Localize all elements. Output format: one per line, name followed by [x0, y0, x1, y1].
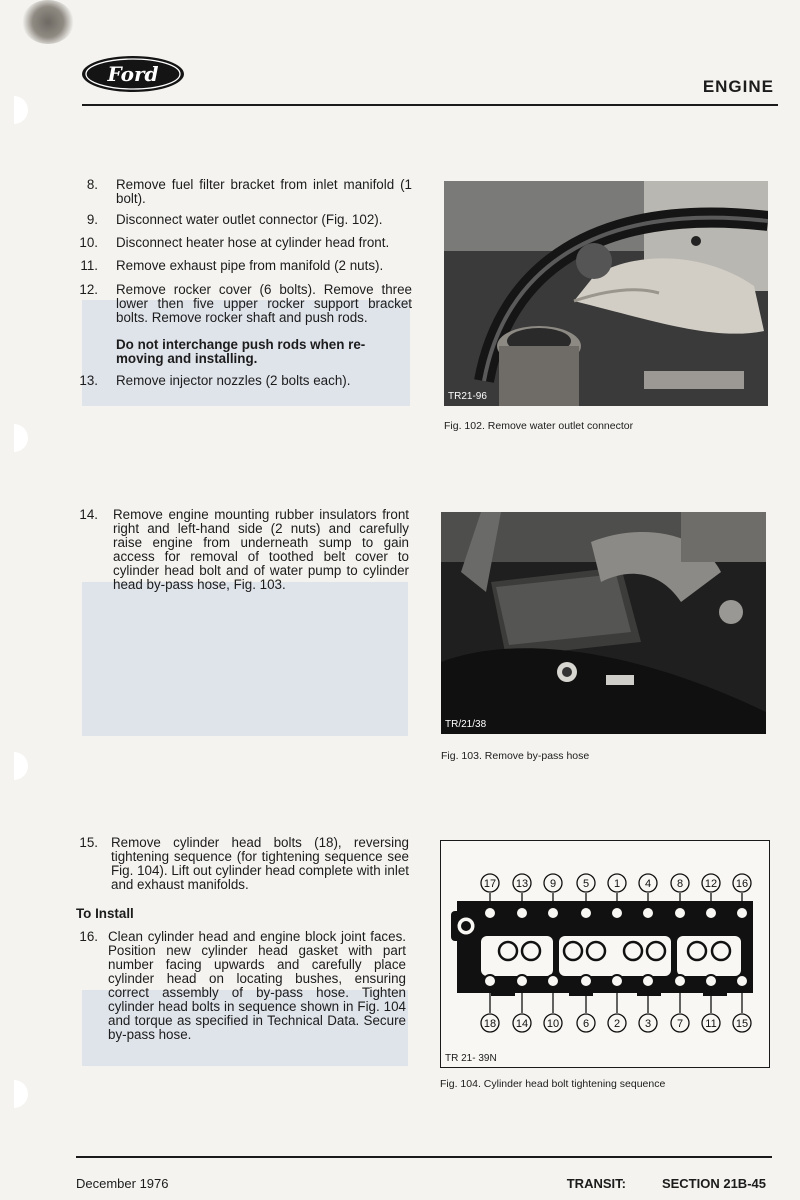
- step-number: 16.: [79, 929, 98, 944]
- thumbprint-smudge: [22, 0, 74, 44]
- section-title: ENGINE: [702, 77, 774, 96]
- step-13: [76, 374, 416, 390]
- to-install-heading: To Install: [76, 906, 134, 921]
- step-text: Remove rocker cover (6 bolts). Remove three lower then five upper rocker support bracket bolts. Remove rocker shaft and push rods.: [116, 282, 412, 325]
- bolt-sequence-bottom-2: 2: [613, 1018, 621, 1030]
- fig-102-photo: [444, 181, 768, 406]
- bolt-hole: [484, 975, 496, 987]
- step-text: Remove fuel filter bracket from inlet manifold (1 bolt).: [116, 177, 412, 206]
- step-12: [76, 283, 416, 329]
- svg-text:Ford: Ford: [107, 62, 159, 86]
- bolt-hole: [705, 975, 717, 987]
- fig-102-caption: Fig. 102. Remove water outlet connector: [444, 420, 634, 432]
- bolt-sequence-top-9: 9: [549, 878, 557, 890]
- fig-103-photo: [441, 512, 766, 734]
- bolt-sequence-bottom-10: 10: [546, 1018, 560, 1030]
- bolt-hole: [736, 975, 748, 987]
- step-14: [76, 508, 412, 594]
- fig-103-caption: Fig. 103. Remove by-pass hose: [441, 750, 590, 762]
- step-text: Disconnect water outlet connector (Fig. 102).: [116, 212, 383, 227]
- step-11: [76, 259, 416, 275]
- bolt-hole: [642, 975, 654, 987]
- step-15: [76, 836, 412, 894]
- bolt-hole: [580, 907, 592, 919]
- step-number: 15.: [79, 835, 98, 850]
- bolt-sequence-top-1: 1: [613, 878, 621, 890]
- bolt-sequence-bottom-6: 6: [582, 1018, 590, 1030]
- binder-hole: [14, 752, 28, 780]
- bolt-hole: [516, 975, 528, 987]
- bolt-hole: [674, 907, 686, 919]
- bolt-sequence-bottom-11: 11: [705, 1018, 717, 1030]
- step-text: Remove injector nozzles (2 bolts each).: [116, 373, 351, 388]
- footer-section-number: SECTION 21B-45: [661, 1176, 766, 1191]
- step-text: Remove cylinder head bolts (18), reversing tightening sequence (for tightening sequence see Fig. 104). Lift out cylinder head complete with inlet and exhaust manifolds.: [111, 835, 409, 892]
- step-9: [76, 213, 416, 229]
- bolt-hole: [611, 975, 623, 987]
- photo-reference-tag: TR/21/38: [445, 719, 487, 730]
- bolt-sequence-top-4: 4: [644, 878, 652, 890]
- bolt-hole: [611, 907, 623, 919]
- bolt-sequence-bottom-7: 7: [676, 1018, 684, 1030]
- binder-hole: [14, 96, 28, 124]
- step-number: 13.: [79, 373, 98, 388]
- diagram-reference-tag: TR 21- 39N: [445, 1053, 497, 1064]
- bolt-hole: [484, 907, 496, 919]
- binder-hole: [14, 424, 28, 452]
- header-rule: [82, 104, 778, 106]
- binder-hole: [14, 1080, 28, 1108]
- bolt-sequence-top-17: 17: [483, 878, 497, 890]
- step-text: Remove engine mounting rubber insulators front right and left-hand side (2 nuts) and carefully raise engine from underneath sump to gain access for removal of toothed belt cover to cylinder head bolt and of water pump to cylinder head by-pass hose, Fig. 103.: [113, 507, 409, 592]
- bolt-hole: [516, 907, 528, 919]
- step-text: Remove exhaust pipe from manifold (2 nuts).: [116, 258, 384, 273]
- bolt-sequence-bottom-14: 14: [515, 1018, 529, 1030]
- bolt-hole: [547, 975, 559, 987]
- step-number: 10.: [79, 235, 98, 250]
- bolt-sequence-top-12: 12: [704, 878, 718, 890]
- warning-note: Do not interchange push rods when re-moving and installing.: [116, 337, 366, 366]
- bolt-hole: [674, 975, 686, 987]
- bolt-hole: [705, 907, 717, 919]
- shaded-block: [82, 582, 408, 736]
- footer-rule: [76, 1156, 772, 1158]
- bolt-sequence-bottom-18: 18: [483, 1018, 497, 1030]
- bolt-sequence-top-13: 13: [515, 878, 529, 890]
- step-number: 12.: [79, 282, 98, 297]
- step-text: Disconnect heater hose at cylinder head front.: [116, 235, 390, 250]
- step-number: 14.: [79, 507, 98, 522]
- bolt-sequence-bottom-3: 3: [644, 1018, 652, 1030]
- bolt-sequence-top-5: 5: [582, 878, 590, 890]
- step-16: [76, 930, 412, 1046]
- bolt-hole: [580, 975, 592, 987]
- bolt-sequence-top-16: 16: [735, 878, 749, 890]
- step-number: 8.: [86, 177, 98, 192]
- bolt-sequence-top-8: 8: [676, 878, 684, 890]
- step-number: 9.: [86, 212, 98, 227]
- step-8: [76, 178, 416, 208]
- ford-logo: [80, 54, 186, 94]
- footer-date: December 1976: [76, 1176, 169, 1191]
- bolt-hole: [642, 907, 654, 919]
- fig-104-diagram: [440, 840, 770, 1068]
- step-10: [76, 236, 416, 252]
- fig-104-caption: Fig. 104. Cylinder head bolt tightening sequence: [440, 1078, 666, 1090]
- bolt-hole: [736, 907, 748, 919]
- bolt-sequence-bottom-15: 15: [735, 1018, 749, 1030]
- footer-section: [567, 1176, 766, 1191]
- step-text: Clean cylinder head and engine block joint faces. Position new cylinder head gasket with part number facing upwards and carefully place cylinder head on locating bushes, ensuring correct assembly of by-pass hose. Tighten cylinder head bolts in sequence shown in Fig. 104 and torque as specified in Technical Data. Secure by-pass hose.: [108, 929, 406, 1042]
- bolt-hole: [547, 907, 559, 919]
- step-number: 11.: [80, 258, 98, 273]
- photo-reference-tag: TR21-96: [448, 391, 487, 402]
- footer-model: TRANSIT:: [566, 1176, 626, 1191]
